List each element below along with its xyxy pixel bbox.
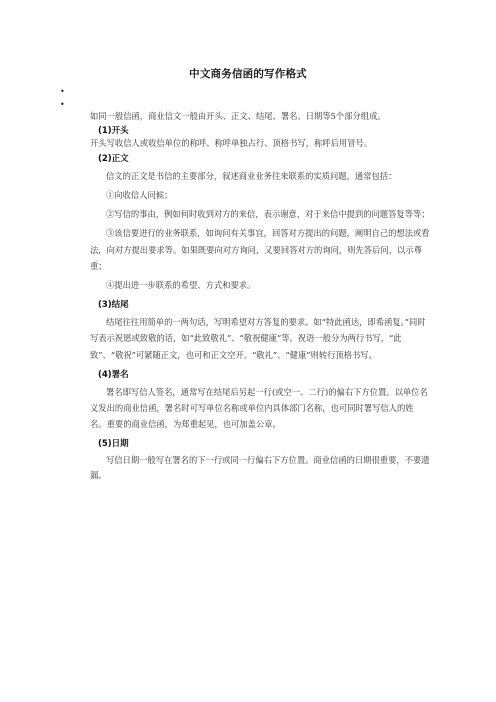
section-heading-signature: (4)署名 bbox=[98, 369, 129, 380]
bullet-2: • bbox=[60, 100, 65, 109]
section-text-closing: 结尾往往用简单的一两句话，写明希望对方答复的要求。如“特此函达，即希函复。”同时写表示祝愿或致敬的话，如“此致敬礼”、“敬祝健康”等。祝语一般分为两行书写，“此致”、“敬祝”可紧随正文，也可和正文空开。“敬礼”、“健康”则转行顶格书写。 bbox=[90, 317, 426, 360]
intro-paragraph: 如同一般信函，商业信文一般由开头、正文、结尾、署名、日期等5个部分组成。 bbox=[90, 111, 386, 121]
section-text-body-intro: 信文的正文是书信的主要部分，叙述商业业务往来联系的实质问题，通常包括： bbox=[106, 170, 397, 181]
section-heading-body: (2)正文 bbox=[98, 153, 129, 164]
list-item-greeting: ①向收信人问候； bbox=[106, 190, 173, 201]
list-item-reason: ②写信的事由，例如何时收到对方的来信，表示谢意，对于来信中提到的问题答复等等； bbox=[106, 209, 430, 220]
section-heading-closing: (3)结尾 bbox=[98, 300, 129, 311]
bullet-1: • bbox=[60, 87, 65, 96]
list-item-business: ③该信要进行的业务联系，如询问有关事宜，回答对方提出的问题，阐明自己的想法或看法，向对方提出要求等。如果既要向对方询问，又要回答对方的询问，则先答后问，以示尊重； bbox=[90, 228, 430, 271]
section-text-signature: 署名即写信人签名，通常写在结尾后另起一行(或空一、二行)的偏右下方位置。以单位名义发出的商业信函，署名时可写单位名称或单位内具体部门名称，也可同时署写信人的姓名。重要的商业信函，为郑重起见，也可加盖公章。 bbox=[90, 386, 428, 430]
document-body bbox=[90, 110, 430, 483]
page-title: 中文商务信函的写作格式 bbox=[189, 68, 307, 80]
section-heading-opening: (1)开头 bbox=[98, 126, 129, 137]
section-text-date: 写信日期一般写在署名的下一行或同一行偏右下方位置。商业信函的日期很重要，不要遗漏。 bbox=[90, 455, 430, 481]
section-text-opening: 开头写收信人或收信单位的称呼。称呼单独占行、顶格书写，称呼后用冒号。 bbox=[90, 138, 373, 149]
list-item-hope: ④提出进一步联系的希望、方式和要求。 bbox=[106, 280, 256, 291]
section-heading-date: (5)日期 bbox=[98, 439, 129, 450]
